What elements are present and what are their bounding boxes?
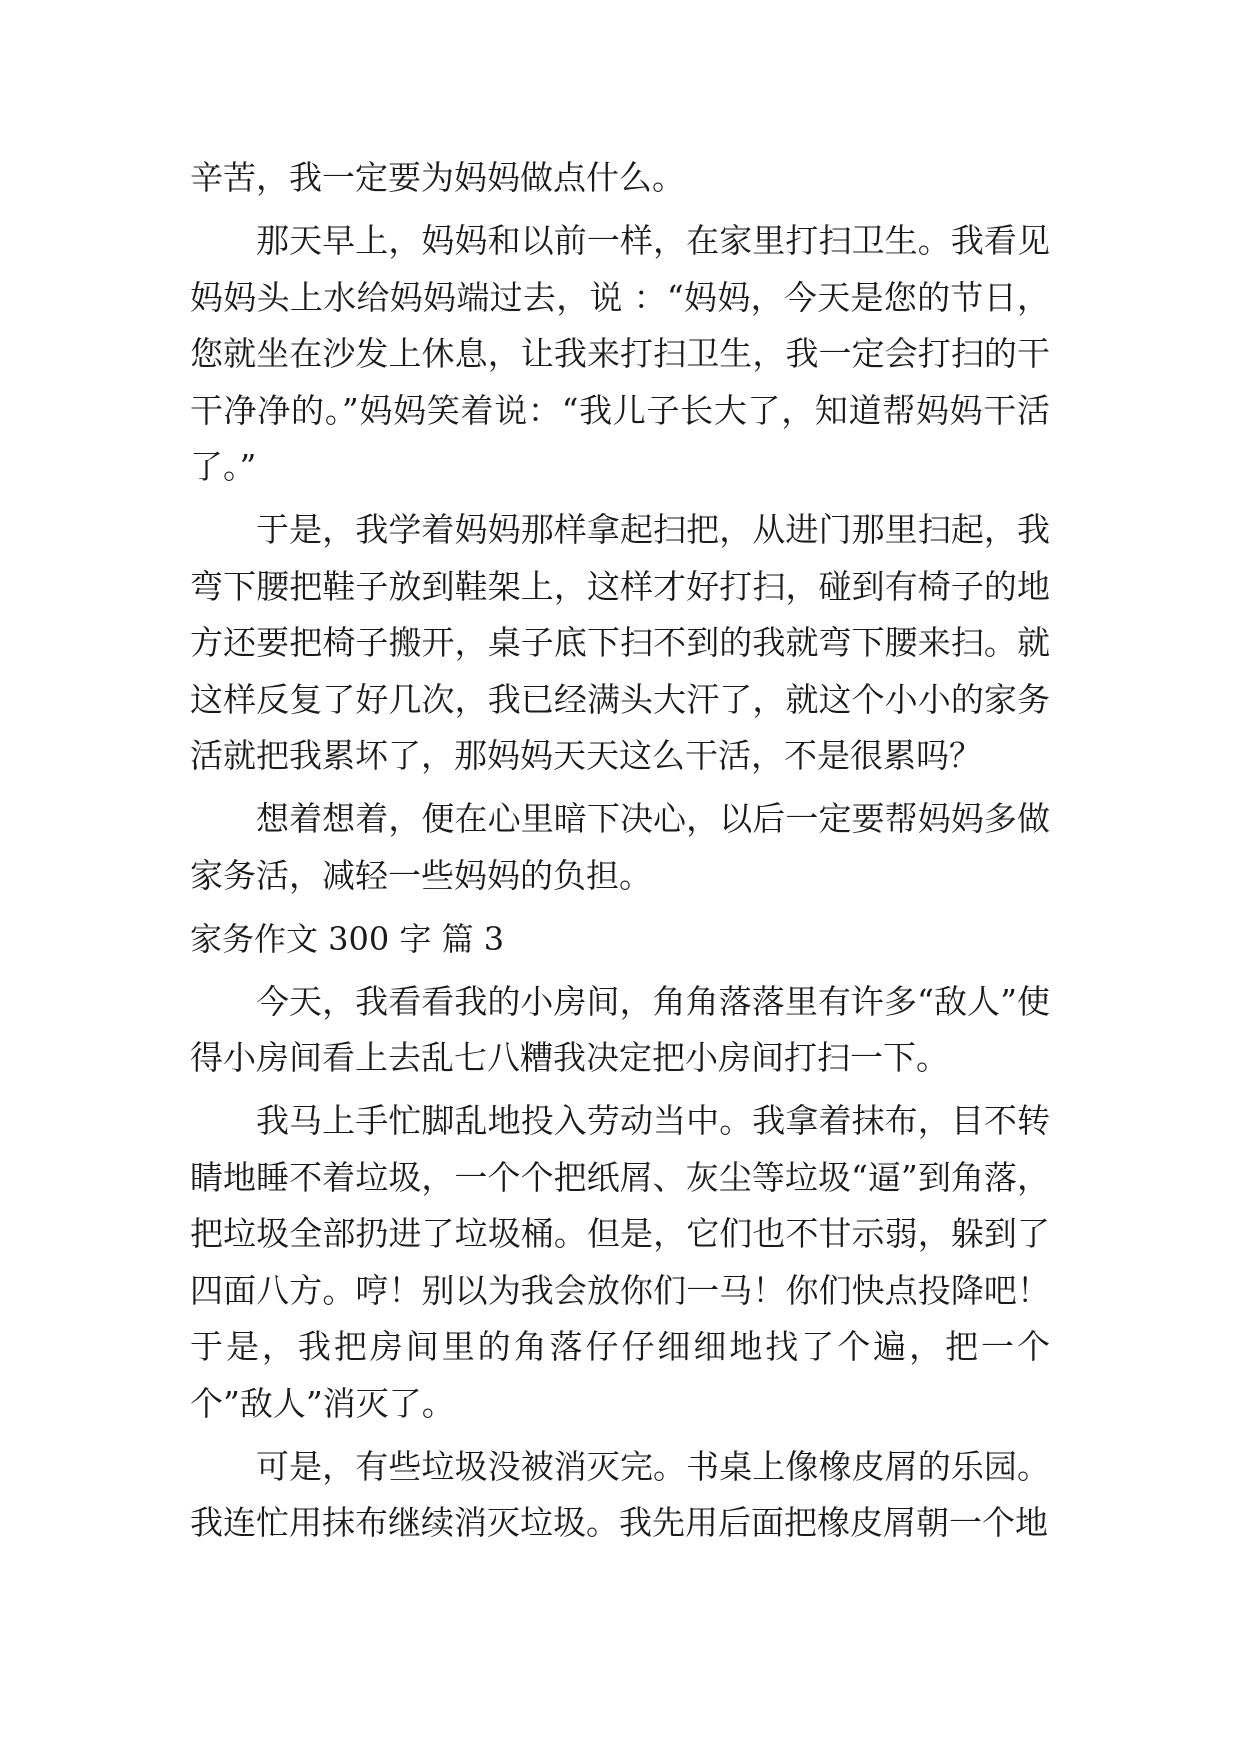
paragraph: 今天，我看看我的小房间，角角落落里有许多“敌人”使得小房间看上去乱七八糟我决定把小房间打扫一下。 [190, 981, 1050, 1077]
document-body [190, 150, 1050, 1558]
paragraph: 我马上手忙脚乱地投入劳动当中。我拿着抹布，目不转睛地睡不着垃圾，一个个把纸屑、灰尘等垃圾“逼”到角落，把垃圾全部扔进了垃圾桶。但是，它们也不甘示弱，躲到了四面八方。哼！别以为我会放你们一马！你们快点投降吧！于是，我把房间里的角落仔仔细细地找了个遍，把一个个”敌人”消灭了。 [190, 1101, 1050, 1423]
section-heading: 家务作文 300 字 篇 3 [190, 919, 505, 958]
paragraph: 可是，有些垃圾没被消灭完。书桌上像橡皮屑的乐园。我连忙用抹布继续消灭垃圾。我先用后面把橡皮屑朝一个地 [190, 1446, 1050, 1542]
paragraph: 想着想着，便在心里暗下决心，以后一定要帮妈妈多做家务活，减轻一些妈妈的负担。 [190, 799, 1050, 895]
paragraph: 那天早上，妈妈和以前一样，在家里打扫卫生。我看见妈妈头上水给妈妈端过去，说 ：“妈妈，今天是您的节日，您就坐在沙发上休息，让我来打扫卫生，我一定会打扫的干干净净的。”妈妈笑着说：“我儿子长大了，知道帮妈妈干活了。” [190, 221, 1050, 486]
paragraph: 辛苦，我一定要为妈妈做点什么。 [190, 158, 685, 197]
paragraph: 于是，我学着妈妈那样拿起扫把，从进门那里扫起，我弯下腰把鞋子放到鞋架上，这样才好打扫，碰到有椅子的地方还要把椅子搬开，桌子底下扫不到的我就弯下腰来扫。就这样反复了好几次，我已经满头大汗了，就这个小小的家务活就把我累坏了，那妈妈天天这么干活，不是很累吗？ [190, 510, 1050, 775]
